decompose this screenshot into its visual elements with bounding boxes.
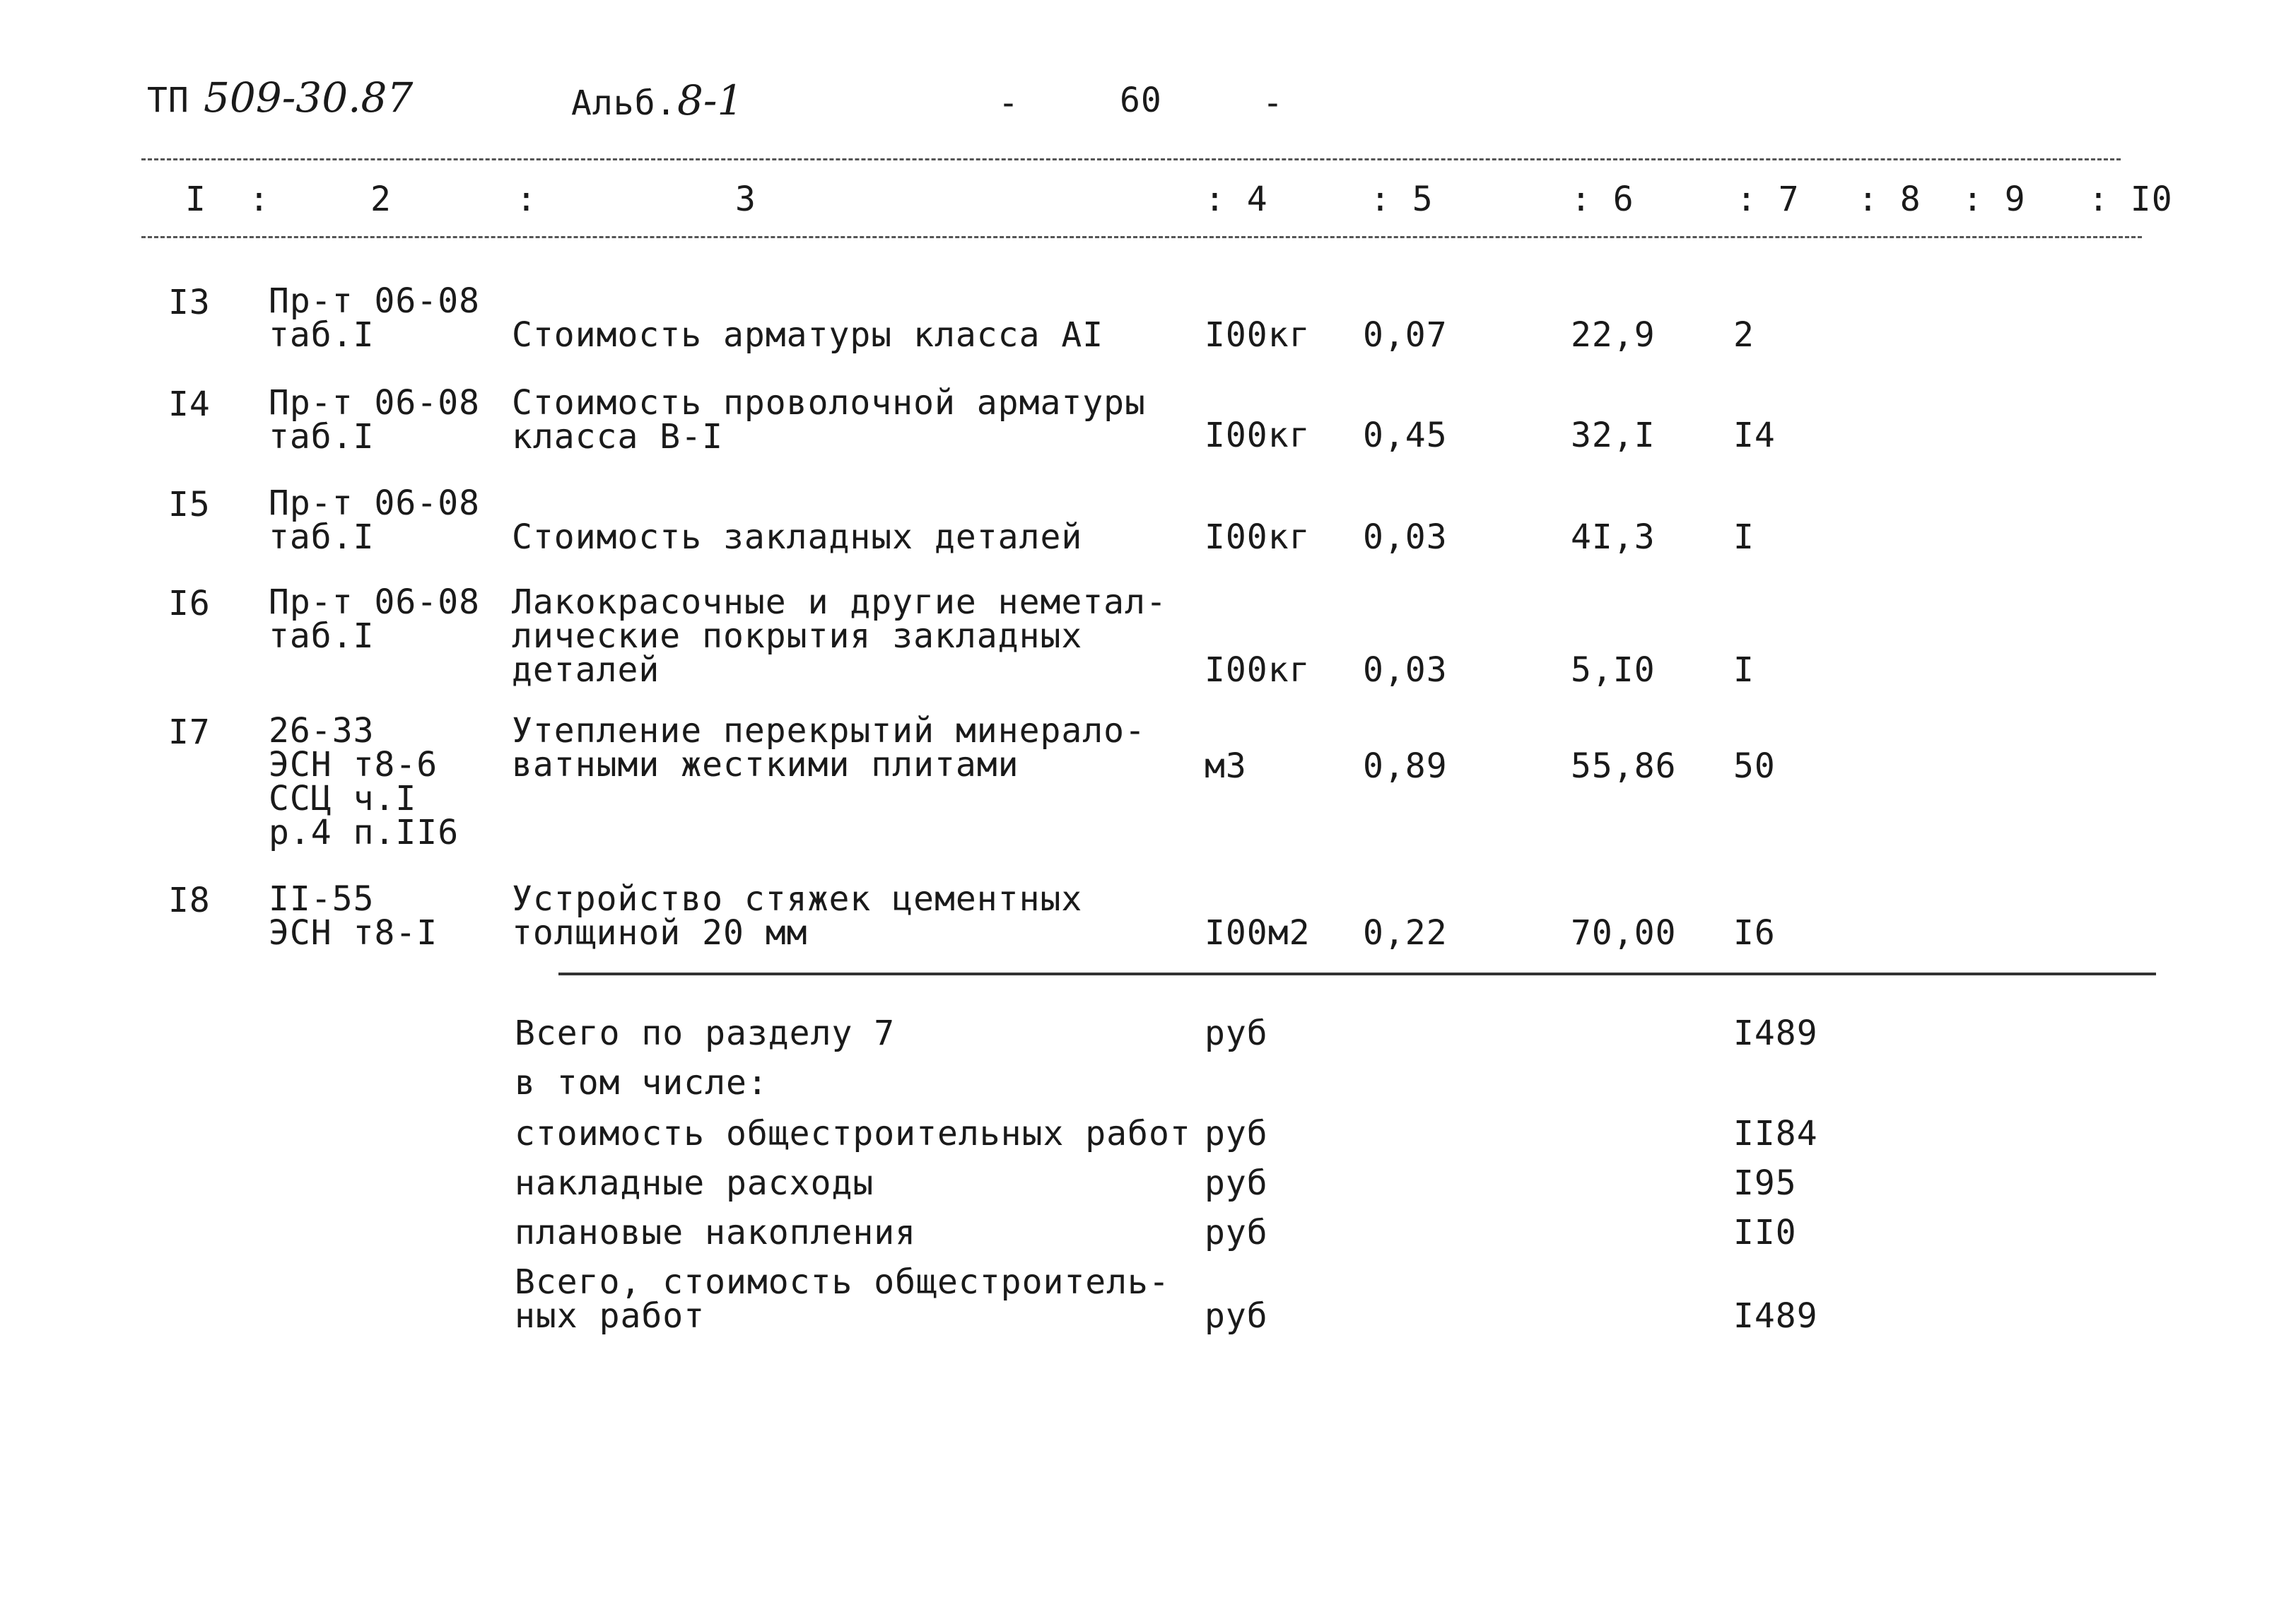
col-2-label: 2 — [370, 180, 392, 219]
col-6-label: : 6 — [1571, 180, 1634, 219]
row-price: 70,00 — [1571, 913, 1677, 953]
row-unit: I00м2 — [1205, 913, 1311, 953]
row-total: I — [1733, 650, 1755, 690]
col-8-label: : 8 — [1858, 180, 1921, 219]
table-bottom-rule — [558, 973, 2156, 975]
tp-number: 509-30.87 — [204, 74, 414, 122]
row-number: I5 — [168, 485, 211, 524]
header-dash-left: - — [998, 83, 1019, 123]
summary-unit: руб — [1205, 1296, 1268, 1336]
row-number: I3 — [168, 283, 211, 322]
row-total: I4 — [1733, 416, 1776, 455]
row-quantity: 0,03 — [1363, 650, 1448, 690]
row-reference: Пр-т 06-08 таб.I — [269, 383, 480, 457]
col-7-label: : 7 — [1736, 180, 1800, 219]
summary-value: I489 — [1733, 1014, 1818, 1053]
summary-label: плановые накопления — [515, 1213, 917, 1252]
summary-value: II0 — [1733, 1213, 1797, 1252]
col-3-label: 3 — [735, 180, 756, 219]
summary-unit: руб — [1205, 1163, 1268, 1203]
page-number: 60 — [1120, 81, 1162, 120]
row-price: 22,9 — [1571, 315, 1656, 355]
col-5-label: : 5 — [1370, 180, 1434, 219]
tp-prefix: ТП — [147, 81, 189, 120]
row-description: Стоимость закладных деталей — [512, 517, 1083, 557]
row-price: 5,I0 — [1571, 650, 1656, 690]
row-reference: II-55 ЭСН т8-I — [269, 879, 438, 953]
row-reference: Пр-т 06-08 таб.I — [269, 281, 480, 355]
row-description: Стоимость проволочной арматуры класса В-I — [512, 383, 1146, 457]
row-number: I7 — [168, 712, 211, 752]
summary-label: накладные расходы — [515, 1163, 874, 1203]
col-1-label: I — [185, 180, 206, 219]
row-quantity: 0,89 — [1363, 746, 1448, 786]
col-sep: : — [249, 180, 270, 219]
summary-label: в том числе: — [515, 1063, 768, 1103]
row-description: Стоимость арматуры класса AI — [512, 315, 1104, 355]
header-dash-right: - — [1263, 83, 1284, 123]
row-quantity: 0,03 — [1363, 517, 1448, 557]
col-10-label: : I0 — [2088, 180, 2173, 219]
col-sep: : — [516, 180, 537, 219]
row-description: Лакокрасочные и другие неметал- лические покрытия закладных деталей — [512, 582, 1167, 690]
row-total: I — [1733, 517, 1755, 557]
row-quantity: 0,22 — [1363, 913, 1448, 953]
row-total: 50 — [1733, 746, 1776, 786]
row-quantity: 0,45 — [1363, 416, 1448, 455]
album-number: 8-1 — [677, 76, 744, 124]
row-price: 32,I — [1571, 416, 1656, 455]
summary-value: I95 — [1733, 1163, 1797, 1203]
row-unit: I00кг — [1205, 517, 1311, 557]
row-number: I8 — [168, 881, 211, 920]
summary-label: Всего, стоимость общестроитель- ных работ — [515, 1262, 1170, 1336]
col-4-label: : 4 — [1205, 180, 1268, 219]
row-unit: I00кг — [1205, 315, 1311, 355]
row-description: Устройство стяжек цементных толщиной 20 мм — [512, 879, 1083, 953]
row-reference: Пр-т 06-08 таб.I — [269, 483, 480, 557]
row-description: Утепление перекрытий минерало- ватными жесткими плитами — [512, 711, 1146, 785]
summary-unit: руб — [1205, 1213, 1268, 1252]
row-unit: I00кг — [1205, 650, 1311, 690]
row-price: 55,86 — [1571, 746, 1677, 786]
summary-label: стоимость общестроительных работ — [515, 1114, 1191, 1153]
summary-value: I489 — [1733, 1296, 1818, 1336]
header-rule — [141, 236, 2142, 238]
row-total: 2 — [1733, 315, 1755, 355]
top-rule — [141, 158, 2121, 160]
summary-value: II84 — [1733, 1114, 1818, 1153]
summary-unit: руб — [1205, 1114, 1268, 1153]
row-number: I6 — [168, 584, 211, 623]
col-9-label: : 9 — [1962, 180, 2026, 219]
row-number: I4 — [168, 384, 211, 424]
album-label: Альб. — [571, 83, 677, 123]
row-unit: I00кг — [1205, 416, 1311, 455]
row-unit: м3 — [1205, 746, 1247, 786]
summary-label: Всего по разделу 7 — [515, 1014, 896, 1053]
row-total: I6 — [1733, 913, 1776, 953]
row-quantity: 0,07 — [1363, 315, 1448, 355]
row-price: 4I,3 — [1571, 517, 1656, 557]
row-reference: 26-33 ЭСН т8-6 ССЦ ч.I р.4 п.II6 — [269, 711, 459, 852]
summary-unit: руб — [1205, 1014, 1268, 1053]
row-reference: Пр-т 06-08 таб.I — [269, 582, 480, 656]
